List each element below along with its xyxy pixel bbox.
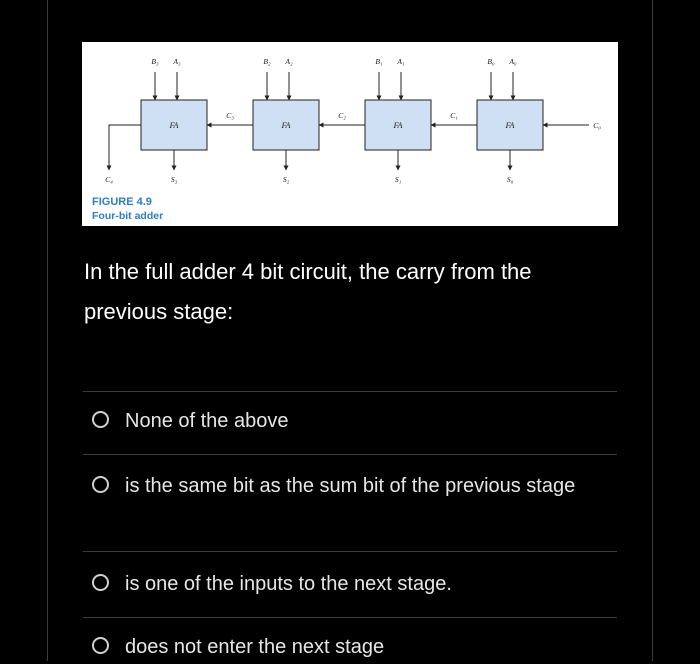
carry-out-wire xyxy=(109,125,141,170)
figure-caption-number: FIGURE 4.9 xyxy=(92,196,152,208)
input-b-label: B₂ xyxy=(263,57,271,66)
sum-output-label: S₃ xyxy=(170,175,178,184)
radio-button[interactable] xyxy=(92,637,109,654)
radio-button[interactable] xyxy=(92,411,109,428)
option-2-label: is the same bit as the sum bit of the previous stage xyxy=(125,475,576,497)
option-4-label: does not enter the next stage xyxy=(125,636,385,658)
sum-output-label: S₁ xyxy=(394,175,402,184)
sum-output-label: S₂ xyxy=(282,175,290,184)
option-1-label: None of the above xyxy=(125,410,289,432)
divider xyxy=(83,551,617,552)
divider xyxy=(83,617,617,618)
carry-label: C₃ xyxy=(226,111,234,120)
four-bit-adder-diagram xyxy=(82,42,618,226)
full-adder-label: FA xyxy=(505,121,515,130)
input-a-label: A₂ xyxy=(285,57,293,66)
full-adder-label: FA xyxy=(393,121,403,130)
option-1[interactable] xyxy=(92,405,612,438)
input-a-label: A₁ xyxy=(397,57,405,66)
radio-button[interactable] xyxy=(92,476,109,493)
right-frame-border xyxy=(652,0,653,661)
option-2[interactable] xyxy=(92,470,612,503)
divider xyxy=(83,454,617,455)
divider xyxy=(83,391,617,392)
left-frame-border xyxy=(47,0,48,661)
sum-output-label: S₀ xyxy=(506,175,514,184)
option-4[interactable] xyxy=(92,631,612,664)
carry-out-label: C₄ xyxy=(105,175,113,184)
option-3[interactable] xyxy=(92,568,612,601)
carry-label: C₂ xyxy=(338,111,346,120)
input-a-label: A₃ xyxy=(173,57,181,66)
input-b-label: B₃ xyxy=(151,57,159,66)
carry-in-label: C₀ xyxy=(593,121,601,130)
figure-image xyxy=(82,42,618,226)
full-adder-label: FA xyxy=(169,121,179,130)
input-b-label: B₁ xyxy=(375,57,383,66)
radio-button[interactable] xyxy=(92,574,109,591)
carry-label: C₁ xyxy=(450,111,458,120)
figure-caption-text: Four-bit adder xyxy=(92,210,164,222)
input-b-label: B₀ xyxy=(487,57,495,66)
option-3-label: is one of the inputs to the next stage. xyxy=(125,573,452,595)
input-a-label: A₀ xyxy=(509,57,517,66)
question-text: In the full adder 4 bit circuit, the carry from the previous stage: xyxy=(84,259,532,324)
full-adder-label: FA xyxy=(281,121,291,130)
